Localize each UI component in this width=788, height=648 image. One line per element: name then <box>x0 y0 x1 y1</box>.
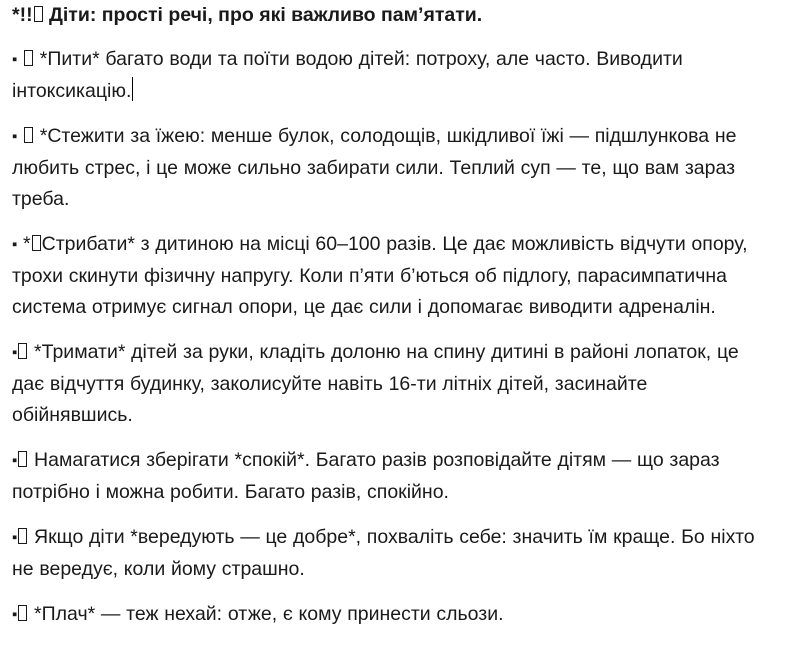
bullet-icon: ▪ <box>12 236 18 253</box>
paragraph-crying[interactable] <box>12 599 770 631</box>
bullet-icon: ▪ <box>12 529 18 546</box>
paragraph-text: Стрибати* з дитиною на місці 60–100 разів. Це дає можливість відчути опору, трохи скинути фізичну напругу. Коли п’яти б’ються об підлогу, парасимпатична система отримує сигнал опори, це дає сили і допомагає виводити адреналін. <box>12 233 748 318</box>
paragraph-text: *Пити* багато води та поїти водою дітей: потроху, але часто. Виводити інтоксикацію. <box>12 48 683 102</box>
paragraph-text: Намагатися зберігати *спокій*. Багато разів розповідайте дітям — що зараз потрібно і можна робити. Багато разів, спокійно. <box>12 449 720 503</box>
paragraph-lead: * <box>17 233 31 255</box>
bullet-icon: ▪ <box>12 452 18 469</box>
missing-glyph-icon <box>18 528 27 544</box>
bullet-icon: ▪ <box>12 51 18 68</box>
paragraph-drink-water[interactable] <box>12 44 770 107</box>
text-cursor <box>132 77 133 101</box>
missing-glyph-icon <box>24 127 33 143</box>
paragraph-lead <box>17 48 23 70</box>
missing-glyph-icon <box>18 343 27 359</box>
paragraph-holding-hands[interactable] <box>12 337 770 431</box>
document-title <box>12 0 770 31</box>
title-prefix: *!! <box>12 4 33 26</box>
paragraph-whims[interactable] <box>12 522 770 585</box>
paragraph-jumping[interactable] <box>12 229 770 323</box>
paragraph-text: *Плач* — теж нехай: отже, є кому принести сльози. <box>28 603 504 625</box>
paragraph-stay-calm[interactable] <box>12 445 770 508</box>
paragraph-text: *Стежити за їжею: менше булок, солодощів, шкідливої їжі — підшлункова не любить стрес, і це може сильно забирати сили. Теплий суп — те, що вам зараз треба. <box>12 125 737 210</box>
title-text: Діти: прості речі, про які важливо пам’ятати. <box>43 4 483 26</box>
missing-glyph-icon <box>32 235 41 251</box>
paragraph-text: Якщо діти *вередують — це добре*, похваліть себе: значить їм краще. Бо ніхто не вередує, коли йому страшно. <box>12 526 755 580</box>
missing-glyph-icon <box>34 6 43 22</box>
paragraph-lead <box>17 125 23 147</box>
paragraph-food[interactable] <box>12 121 770 215</box>
missing-glyph-icon <box>18 451 27 467</box>
bullet-icon: ▪ <box>12 344 18 361</box>
missing-glyph-icon <box>18 605 27 621</box>
missing-glyph-icon <box>24 50 33 66</box>
paragraph-text: *Тримати* дітей за руки, кладіть долоню на спину дитині в районі лопаток, це дає відчуття будинку, заколисуйте навіть 16-ти літніх дітей, засинайте обійнявшись. <box>12 341 739 426</box>
bullet-icon: ▪ <box>12 606 18 623</box>
bullet-icon: ▪ <box>12 128 18 145</box>
